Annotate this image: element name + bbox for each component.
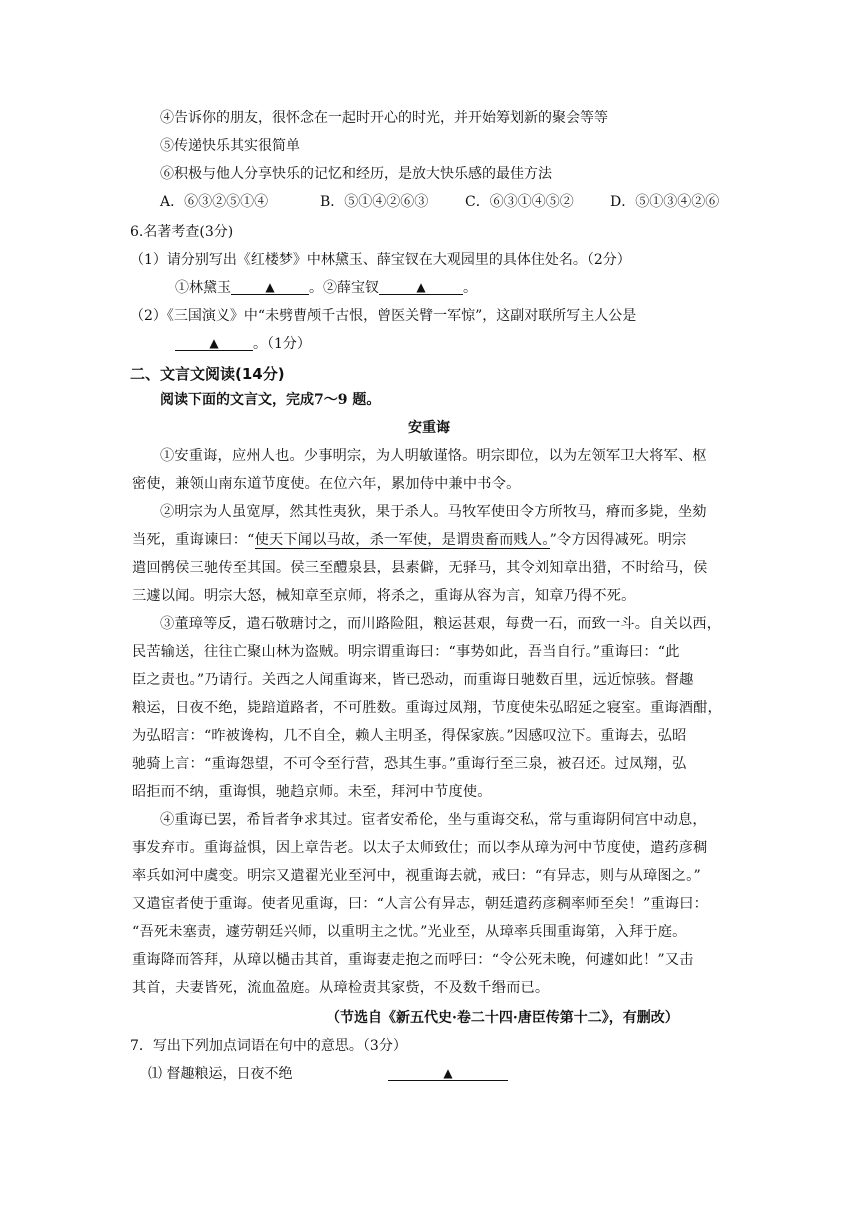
q6-lindaiyu-blank[interactable] xyxy=(231,278,309,295)
q7-answer xyxy=(388,1064,508,1084)
q6-part2: （2）《三国演义》中“未劈曹颅千古恨，曾医关臂一军惊”，这副对联所写主人公是 xyxy=(130,308,637,324)
passage-line: ①安重诲，应州人也。少事明宗，为人明敏谨恪。明宗即位，以为左领军卫大将军、枢 xyxy=(160,448,707,464)
passage-source: （节选自《新五代史·卷二十四·唐臣传第十二》，有删改） xyxy=(326,1010,679,1026)
passage-line: ④重诲已罢，希旨者争求其过。宦者安希伦，坐与重诲交私，常与重诲阴伺宫中动息， xyxy=(160,812,707,828)
passage-line: ②明宗为人虽宽厚，然其性夷狄，果于杀人。马牧军使田令方所牧马，瘠而多毙，坐劾 xyxy=(160,504,707,520)
underlined-sentence: 使天下闻以马故，杀一军使，是谓贵畜而贱人。 xyxy=(254,532,550,548)
passage-line: 密使，兼领山南东道节度使。在位六年，累加侍中兼中书令。 xyxy=(132,476,521,492)
passage-line: 三遽以闻。明宗大怒，械知章至京师，将杀之，重诲从容为言，知章乃得不死。 xyxy=(132,588,636,604)
passage-line: 驰骑上言：“重诲怨望，不可令至行营，恐其生事。”重诲行至三泉，被召还。过凤翔，弘 xyxy=(132,756,687,772)
section-heading: 二、文言文阅读(14分) xyxy=(130,365,285,383)
list-item-4: ④告诉你的朋友，很怀念在一起时开心的时光，并开始筹划新的聚会等等 xyxy=(160,110,608,126)
passage-line: 率兵如河中虞变。明宗又遣翟光业至河中，视重诲去就，戒曰：“有异志，则与从璋图之。” xyxy=(132,868,701,884)
q6-part2-answer xyxy=(175,334,311,354)
passage-line: 民苦输送，往往亡聚山林为盗贼。明宗谓重诲曰：“事势如此，吾当自行。”重诲曰：“此 xyxy=(132,644,680,660)
q7-item-1-blank[interactable] xyxy=(388,1064,508,1081)
period: 。 xyxy=(463,280,477,296)
q7-item-number: ⑴ xyxy=(148,1066,162,1082)
q6-part1-answers xyxy=(175,278,477,298)
q6-title: 6.名著考查(3分) xyxy=(130,224,234,240)
q6-xuebaochai-blank[interactable] xyxy=(379,278,463,295)
passage-line: 臣之责也。”乃请行。关西之人闻重诲来，皆已恐动，而重诲日驰数百里，远近惊骇。督趣 xyxy=(132,672,694,688)
q7-item-text: 督趣粮运，日夜不绝 xyxy=(166,1066,293,1082)
triangle-marker: ▲ xyxy=(265,280,275,294)
q6-part1: （1）请分别写出《红楼梦》中林黛玉、薛宝钗在大观园里的具体住处名。（2分） xyxy=(130,252,631,268)
passage-text: ”令方因得减死。明宗 xyxy=(549,532,687,548)
passage-line: 重诲降而答拜，从璋以檛击其首，重诲妻走抱之而呼曰：“令公死未晚，何遽如此！”又击 xyxy=(132,952,694,968)
passage-line: 为弘昭言：“昨被谗构，几不自全，赖人主明圣，得保家族。”因感叹泣下。重诲去，弘昭 xyxy=(132,728,687,744)
option-c: C．⑥③①④⑤② xyxy=(465,194,574,210)
triangle-marker: ▲ xyxy=(443,1066,453,1080)
passage-line xyxy=(132,530,687,550)
passage-line: 又遣宦者使于重诲。使者见重诲，曰：“人言公有异志，朝廷遣药彦稠率师至矣！”重诲曰： xyxy=(132,896,709,912)
passage-title: 安重诲 xyxy=(408,420,450,436)
passage-line: 遣回鹘侯三驰传至其国。侯三至醴泉县，县素僻，无驿马，其令刘知章出猎，不时给马，侯 xyxy=(132,560,708,576)
passage-line: 昭拒而不纳，重诲惧，驰趋京师。未至，拜河中节度使。 xyxy=(132,784,492,800)
q6-hero-blank[interactable] xyxy=(175,334,253,351)
passage-line: “吾死未塞责，遽劳朝廷兴师，以重明主之忧。”光业至，从璋率兵围重诲第，入拜于庭。 xyxy=(132,924,687,940)
passage-line: 其首，夫妻皆死，流血盈庭。从璋检责其家赀，不及数千缗而已。 xyxy=(132,980,550,996)
option-b: B．⑤①④②⑥③ xyxy=(320,194,429,210)
passage-line: 粮运，日夜不绝，毙踣道路者，不可胜数。重诲过凤翔，节度使朱弘昭延之寝室。重诲酒酣， xyxy=(132,700,722,716)
q6-lindaiyu-label: ①林黛玉 xyxy=(175,280,231,296)
passage-text: 当死，重诲谏曰：“ xyxy=(132,532,255,548)
answer-options xyxy=(160,192,719,212)
section-instruction: 阅读下面的文言文，完成7～9 题。 xyxy=(160,392,381,408)
list-item-6: ⑥积极与他人分享快乐的记忆和经历，是放大快乐感的最佳方法 xyxy=(160,166,552,182)
q6-xuebaochai-label: 。②薛宝钗 xyxy=(309,280,379,296)
list-item-5: ⑤传递快乐其实很简单 xyxy=(160,138,300,154)
triangle-marker: ▲ xyxy=(416,280,426,294)
q7-item-1 xyxy=(148,1064,292,1084)
q7-title: 7．写出下列加点词语在句中的意思。（3分） xyxy=(130,1038,407,1054)
q6-part2-points: 。（1分） xyxy=(253,336,311,352)
passage-line: ③董璋等反，遣石敬瑭讨之，而川路险阻，粮运甚艰，每费一石，而致一斗。自关以西， xyxy=(160,616,722,632)
option-d: D．⑤①③④②⑥ xyxy=(610,194,720,210)
triangle-marker: ▲ xyxy=(209,336,219,350)
option-a: A．⑥③②⑤①④ xyxy=(160,194,269,210)
passage-line: 事发弃市。重诲益惧，因上章告老。以太子太师致仕；而以李从璋为河中节度使，遣药彦稠 xyxy=(132,840,708,856)
